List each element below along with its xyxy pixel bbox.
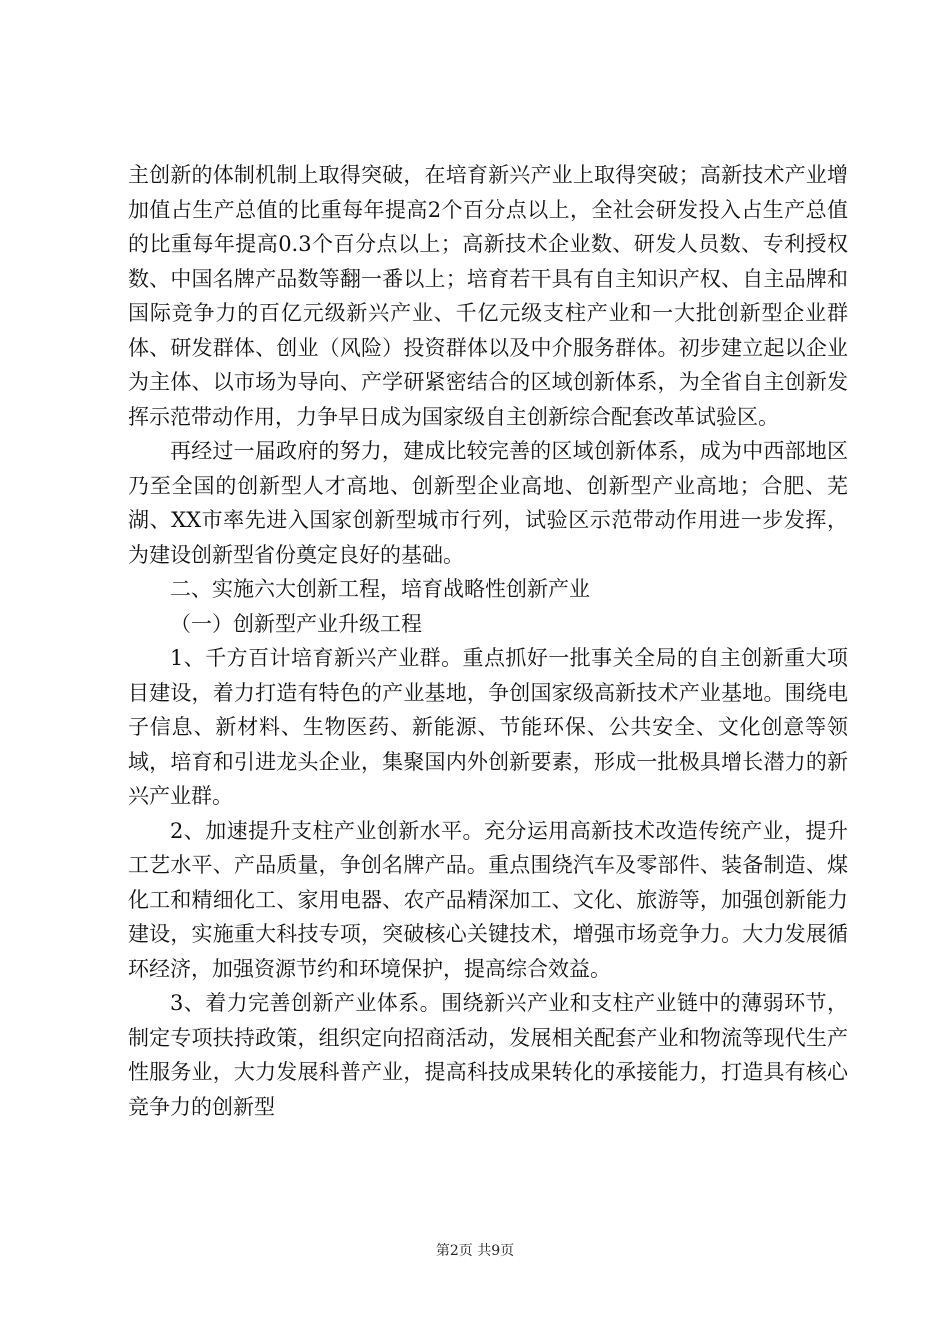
paragraph-goals-continued: 主创新的体制机制上取得突破，在培育新兴产业上取得突破；高新技术产业增加值占生产总值的比重每年提高2个百分点以上，全社会研发投入占生产总值的比重每年提高0.3个百分点以上；高新技术企业数、研发人员数、专利授权数、中国名牌产品数等翻一番以上；培育若干具有自主知识产权、自主品牌和国际竞争力的百亿元级新兴产业、千亿元级支柱产业和一大批创新型企业群体、研发群体、创业（风险）投资群体以及中介服务群体。初步建立起以企业为主体、以市场为导向、产学研紧密结合的区域创新体系，为全省自主创新发挥示范带动作用，力争早日成为国家级自主创新综合配套改革试验区。	[128, 163, 848, 429]
subsection-heading: （一）创新型产业升级工程	[170, 611, 422, 636]
paragraph-item-3: 3、着力完善创新产业体系。围绕新兴产业和支柱产业链中的薄弱环节，制定专项扶持政策，组织定向招商活动，发展相关配套产业和物流等现代生产性服务业，大力发展科普产业，提高科技成果转化的承接能力，打造具有核心竞争力的创新型	[128, 991, 848, 1119]
paragraph-item-2: 2、加速提升支柱产业创新水平。充分运用高新技术改造传统产业，提升工艺水平、产品质量，争创名牌产品。重点围绕汽车及零部件、装备制造、煤化工和精细化工、家用电器、农产品精深加工、文化、旅游等，加强创新能力建设，实施重大科技专项，突破核心关键技术，增强市场竞争力。大力发展循环经济，加强资源节约和环境保护，提高综合效益。	[128, 818, 848, 981]
page-number-footer: 第2页 共9页	[435, 1243, 515, 1259]
section-heading: 二、实施六大创新工程，培育战略性创新产业	[170, 577, 590, 601]
paragraph-item-1: 1、千方百计培育新兴产业群。重点抓好一批事关全局的自主创新重大项目建设，着力打造有特色的产业基地，争创国家级高新技术产业基地。围绕电子信息、新材料、生物医药、新能源、节能环保、公共安全、文化创意等领域，培育和引进龙头企业，集聚国内外创新要素，形成一批极具增长潜力的新兴产业群。	[128, 646, 848, 808]
paragraph-next-term-goals: 再经过一届政府的努力，建成比较完善的区域创新体系，成为中西部地区乃至全国的创新型人才高地、创新型企业高地、创新型产业高地；合肥、芜湖、XX市率先进入国家创新型城市行列，试验区示范带动作用进一步发挥，为建设创新型省份奠定良好的基础。	[128, 439, 848, 567]
document-body	[128, 158, 848, 1124]
